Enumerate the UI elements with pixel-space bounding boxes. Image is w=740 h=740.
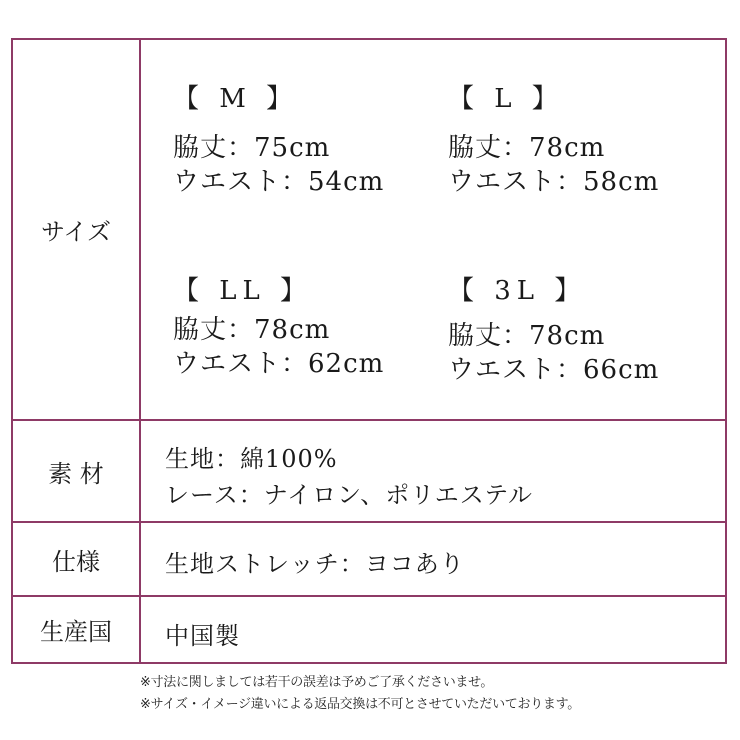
size-ll-length: 脇丈：78cm bbox=[173, 315, 331, 345]
origin-row bbox=[13, 595, 725, 662]
size-m-name: 【 M 】 bbox=[173, 84, 299, 114]
size-label: サイズ bbox=[13, 40, 141, 419]
size-ll-waist: ウエスト：62cm bbox=[173, 349, 385, 379]
origin-values bbox=[143, 597, 725, 662]
size-l-name: 【 L 】 bbox=[448, 84, 564, 114]
size-m-block bbox=[173, 82, 384, 199]
size-3l-name: 【 3L 】 bbox=[448, 276, 587, 306]
spec-label: 仕様 bbox=[13, 523, 141, 595]
size-3l-length: 脇丈：78cm bbox=[448, 321, 606, 351]
origin-value: 中国製 bbox=[165, 622, 240, 650]
size-values bbox=[143, 40, 725, 419]
spec-value: 生地ストレッチ：ヨコあり bbox=[165, 550, 465, 578]
size-ll-name: 【 LL 】 bbox=[173, 276, 313, 306]
note-tolerance: ※寸法に関しましては若干の誤差は予めご了承くださいませ。 bbox=[140, 675, 494, 690]
size-3l-waist: ウエスト：66cm bbox=[448, 355, 660, 385]
size-l-length: 脇丈：78cm bbox=[448, 133, 606, 163]
spec-values bbox=[143, 523, 725, 595]
material-row bbox=[13, 419, 725, 521]
note-returns: ※サイズ・イメージ違いによる返品交換は不可とさせていただいております。 bbox=[140, 697, 580, 712]
material-values bbox=[143, 421, 725, 521]
spec-table bbox=[11, 38, 727, 664]
notes bbox=[140, 672, 580, 716]
size-m-length: 脇丈：75cm bbox=[173, 133, 331, 163]
size-l-waist: ウエスト：58cm bbox=[448, 167, 660, 197]
origin-label: 生産国 bbox=[13, 597, 141, 662]
size-row bbox=[13, 40, 725, 419]
size-3l-block bbox=[448, 274, 659, 387]
material-fabric: 生地：綿100% bbox=[165, 445, 338, 473]
size-ll-block bbox=[173, 274, 384, 381]
material-lace: レース：ナイロン、ポリエステル bbox=[165, 481, 534, 509]
material-label: 素 材 bbox=[13, 421, 141, 521]
spec-row bbox=[13, 521, 725, 595]
size-l-block bbox=[448, 82, 659, 199]
size-m-waist: ウエスト：54cm bbox=[173, 167, 385, 197]
